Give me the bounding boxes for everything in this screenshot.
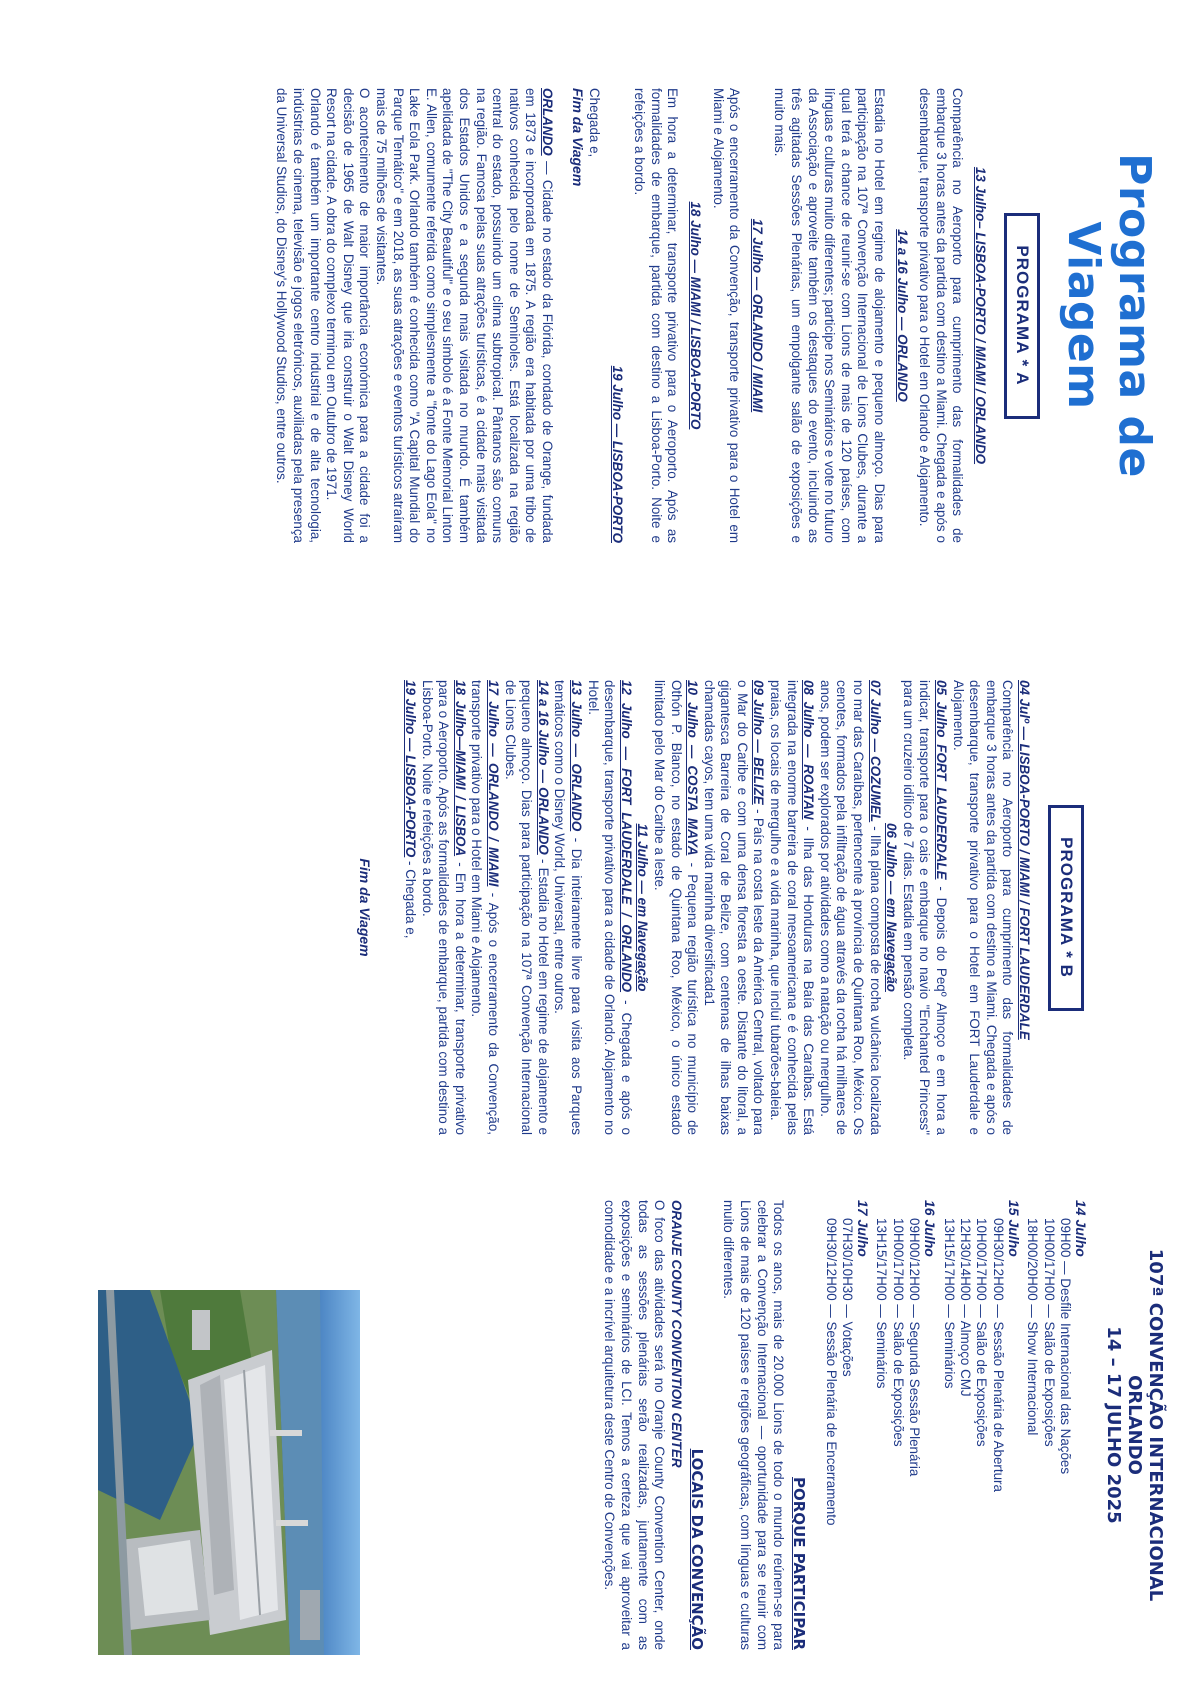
porque-participar-text: Todos os anos, mais de 20.000 Lions de todo o mundo reúnem-se para celebrar a Convenção Internacional — oportunidade para se reunir com Lions de mais de 120 países e regiões geográficas, com línguas e culturas muito diferentes. [721,1200,787,1650]
schedule-item: 10H00/17H00 — Salão de Exposições [890,1218,906,1447]
programa-b-text-4: 07 Julho — COZUMEL - Ilha plana composta de rocha vulcânica localizada no mar das Caraíbas, pertencente à província de Quintana Roo, México. Os cenotes, formados pela infiltração de água através da rocha há milhares de anos, podem ser explorados por atividades como a natação ou mergulho. [817,680,883,1135]
schedule-item: 09H00 — Desfile Internacional das Nações [1058,1218,1073,1475]
programa-b-text-11: 14 a 16 Julho — ORLANDO - Estadia no Hotel em regime de alojamento e pequeno almoço. Dias para participação na 107ª Convenção Internacional de Lions Clubes. [502,680,551,1135]
orlando-text-2: O acontecimento de maior importância económica para a cidade foi a decisão de 1965 de Walt Disney que iria construir o Walt Disney World Resort na cidade. A obra do complexo terminou em Outubro de 1971. [324,88,373,543]
convention-center-aerial-image [98,1290,360,1655]
programa-b-text-12: 17 Julho — ORLANDO / MIAMI - Após o encerramento da Convenção, transporte privativo para o Hotel em Miami e Alojamento. [469,680,501,1135]
programa-b-text-13: 18 Julho—MIAMI / LISBOA - Em hora a determinar, transporte privativo para o Aeroporto. Após as formalidades de embarque, partida com destino a Lisboa-Porto. Noite e refeições a bordo. [419,680,468,1135]
convencao-column [595,1200,1172,1650]
programa-a-heading-3: 17 Julho — ORLANDO / MIAMI [749,218,765,413]
programa-b-text-1: Comparência no Aeroporto para cumprimento das formalidades de embarque 3 horas antes da partida com destino a Miami. Chegada e após o desembarque, transporte privativo para o Hotel em FORT Lauderdale e Alojamento. [950,680,1016,1135]
programa-b-text-6: 09 Julho — BELIZE - País na costa leste da América Central, voltado para o Mar do Caribe e com uma densa floresta a oeste. Distante do litoral, a gigantesca Barreira de Coral de Belize, com centenas de ilhas baixas chamadas cayos, tem uma vida marinha diversificada1 [701,680,767,1135]
programa-b-badge: PROGRAMA * B [1048,805,1084,1011]
brochure-title: Programa de Viagem [1058,153,1160,478]
programa-a-heading-5: 19 Julho — LISBOA-PORTO [609,365,625,543]
schedule-item: 09H30/12H00 — Sessão Plenária de Encerramento [823,1218,839,1526]
schedule-item: 09H30/12H00 — Sessão Plenária de Abertura [990,1218,1006,1492]
schedule-item: 12H30/14H00 — Almoço CMJ [957,1218,973,1397]
programa-a-column [273,88,1160,543]
programa-a-badge: PROGRAMA * A [1004,213,1040,419]
programa-a-text-2: Estadia no Hotel em regime de alojamento e pequeno almoço. Dias para participação na 107ª Convenção Internacional de Lions Clubes, durante a qual terá a chance de reunir-se com Lions de mais de 120 países, com línguas e culturas muito diferentes; participe nos Seminários e vote no futuro da Associação e aproveite também os destaques do evento, incluindo as três agitadas Sessões Plenárias, um empolgante salão de exposições e muito mais. [772,88,888,543]
programa-b-heading-1: 04 Julº — LISBOA-PORTO / MIAMI / FORT LAUDERDALE [1017,680,1032,1040]
programa-b-text-2: 05 Julho FORT LAUDERDALE - Depois do Peqº Almoço e em hora a indicar, transporte para o cais e embarque no navio "Enchanted Princess" para um cruzeiro idílico de 7 dias. Estadia em pensão completa. [900,680,950,1135]
programa-a-heading-1: 13 Julho– LISBOA-PORTO / MIAMI / ORLANDO [973,166,988,465]
programa-a-fim: Fim da Viagem [569,88,586,187]
schedule-day-15: 15 Julho [1005,1200,1022,1257]
programa-b-text-10: 13 Julho — ORLANDO - Dia inteiramente livre para visita aos Parques temáticos como o Disney World, Universal, entre outros. [552,680,584,1135]
programa-b-heading-8: 11 Julho — em Navegação [635,823,651,992]
programa-a-text-1: Comparência no Aeroporto para cumprimento das formalidades de embarque 3 horas antes da partida com destino a Miami. Chegada e após o desembarque, transporte privativo para o Hotel em Orlando e Alojamento. [917,88,966,543]
schedule-day-16: 16 Julho [922,1200,939,1257]
programa-a-heading-2: 14 a 16 Julho — ORLANDO [894,229,910,402]
orlando-text-1: ORLANDO — Cidade no estado da Flórida, condado de Orange, fundada em 1873 e incorporada em 1875. A região era habitada por uma tribo de nativos conhecida pelo nome de Seminoles. Está localizada na região central do estado, possuindo um clima subtropical. Pântanos são comuns na região. Famosa pelas suas atrações turísticas, é a cidade mais visitada dos Estados Unidos e a segunda mais visitada no mundo. É também apelidada de "The City Beautiful" e o seu símbolo é a Fonte Memorial Linton E. Allen, comumente referida como simplesmente a "fonte do Lago Eola" no Lake Eola Park. Orlando também é conhecida como "A Capital Mundial do Parque Temático" e em 2018, as suas atrações e eventos turísticos atraíram mais de 75 milhões de visitantes. [374,88,555,543]
schedule-item: 18H00/20H00 — Show Internacional [1025,1218,1041,1436]
programa-b-heading-3: 06 Julho — em Navegação [884,823,900,992]
schedule-item: 10H00/17H00 — Salão de Exposições [974,1218,990,1447]
schedule-item: 13H15/17H00 — Seminários [874,1218,890,1389]
convention-center-photo [98,1290,360,1655]
programa-a-text-4: Em hora a determinar, transporte privativo para o Aeroporto. Após as formalidades de embarque, partida com destino a Lisboa-Porto. Noite e refeições a bordo. [632,88,681,543]
programa-a-text-5: Chegada e, [587,88,603,158]
convencao-title: 107ª CONVENÇÃO INTERNACIONAL ORLANDO 14 – 17 JULHO 2025 [1103,1248,1166,1602]
programa-a-text-3: Após o encerramento da Convenção, transporte privativo para o Hotel em Miami e Alojamento. [710,88,743,543]
locais-subheading: ORANJE COUNTY CONVENTION CENTER [668,1200,684,1468]
programa-b-text-14: 19 Julho — LISBOA-PORTO - Chegada e, [403,680,419,939]
schedule-day-14: 14 Julho [1073,1200,1089,1257]
schedule-day-17: 17 Julho [854,1200,871,1257]
programa-b-fim: Fim da Viagem [357,858,374,957]
schedule-item: 10H00/17H00 — Salão de Exposições [1041,1218,1057,1447]
programa-b-text-7: 10 Julho — COSTA MAYA - Pequena região turística no município de Othón P. Blanco, no estado de Quintana Roo, México, o único estado limitado pelo Mar do Caribe a leste. [651,680,701,1135]
programa-b-column [351,680,1084,1135]
schedule-item: 09H00/12H00 — Segunda Sessão Plenária [907,1218,923,1477]
programa-b-text-9: 12 Julho — FORT LAUDERDALE / ORLANDO - Chegada e após o desembarque, transporte privativo para a cidade de Orlando. Alojamento no Hotel. [585,680,634,1135]
programa-b-text-5: 08 Julho — ROATAN - Ilha das Honduras na Baía das Caraíbas. Está integrada na enorme barreira de coral mesoamericana e é conhecida pelas praias, os locais de mergulho e a vida marinha, que inclui tubarões-baleia. [768,680,817,1135]
orlando-heading: ORLANDO [539,88,555,156]
programa-a-heading-4: 18 Julho — MIAMI / LISBOA-PORTO [688,201,704,430]
locais-text: O foco das atividades será no Oranje County Convention Center, onde todas as sessões plenárias serão realizadas, juntamente com as exposições e seminários de LCI. Temos a certeza que vai aproveitar a comodidade e a incrível arquitetura deste Centro de Convenções. [602,1200,668,1650]
porque-participar-heading: PORQUE PARTICIPAR [790,1477,809,1650]
orlando-text-3: Orlando é também um importante centro industrial e de alta tecnologia, indústrias de cinema, televisão e jogos eletrónicos, auxiliadas pela presença da Universal Studios, do Disney's Hollywood Studios, entre outros. [274,88,323,543]
locais-heading: LOCAIS DA CONVENÇÃO [687,1448,706,1650]
schedule-item: 13H15/17H00 — Seminários [941,1218,957,1389]
schedule-item: 07H30/10H30 — Votações [839,1218,855,1377]
